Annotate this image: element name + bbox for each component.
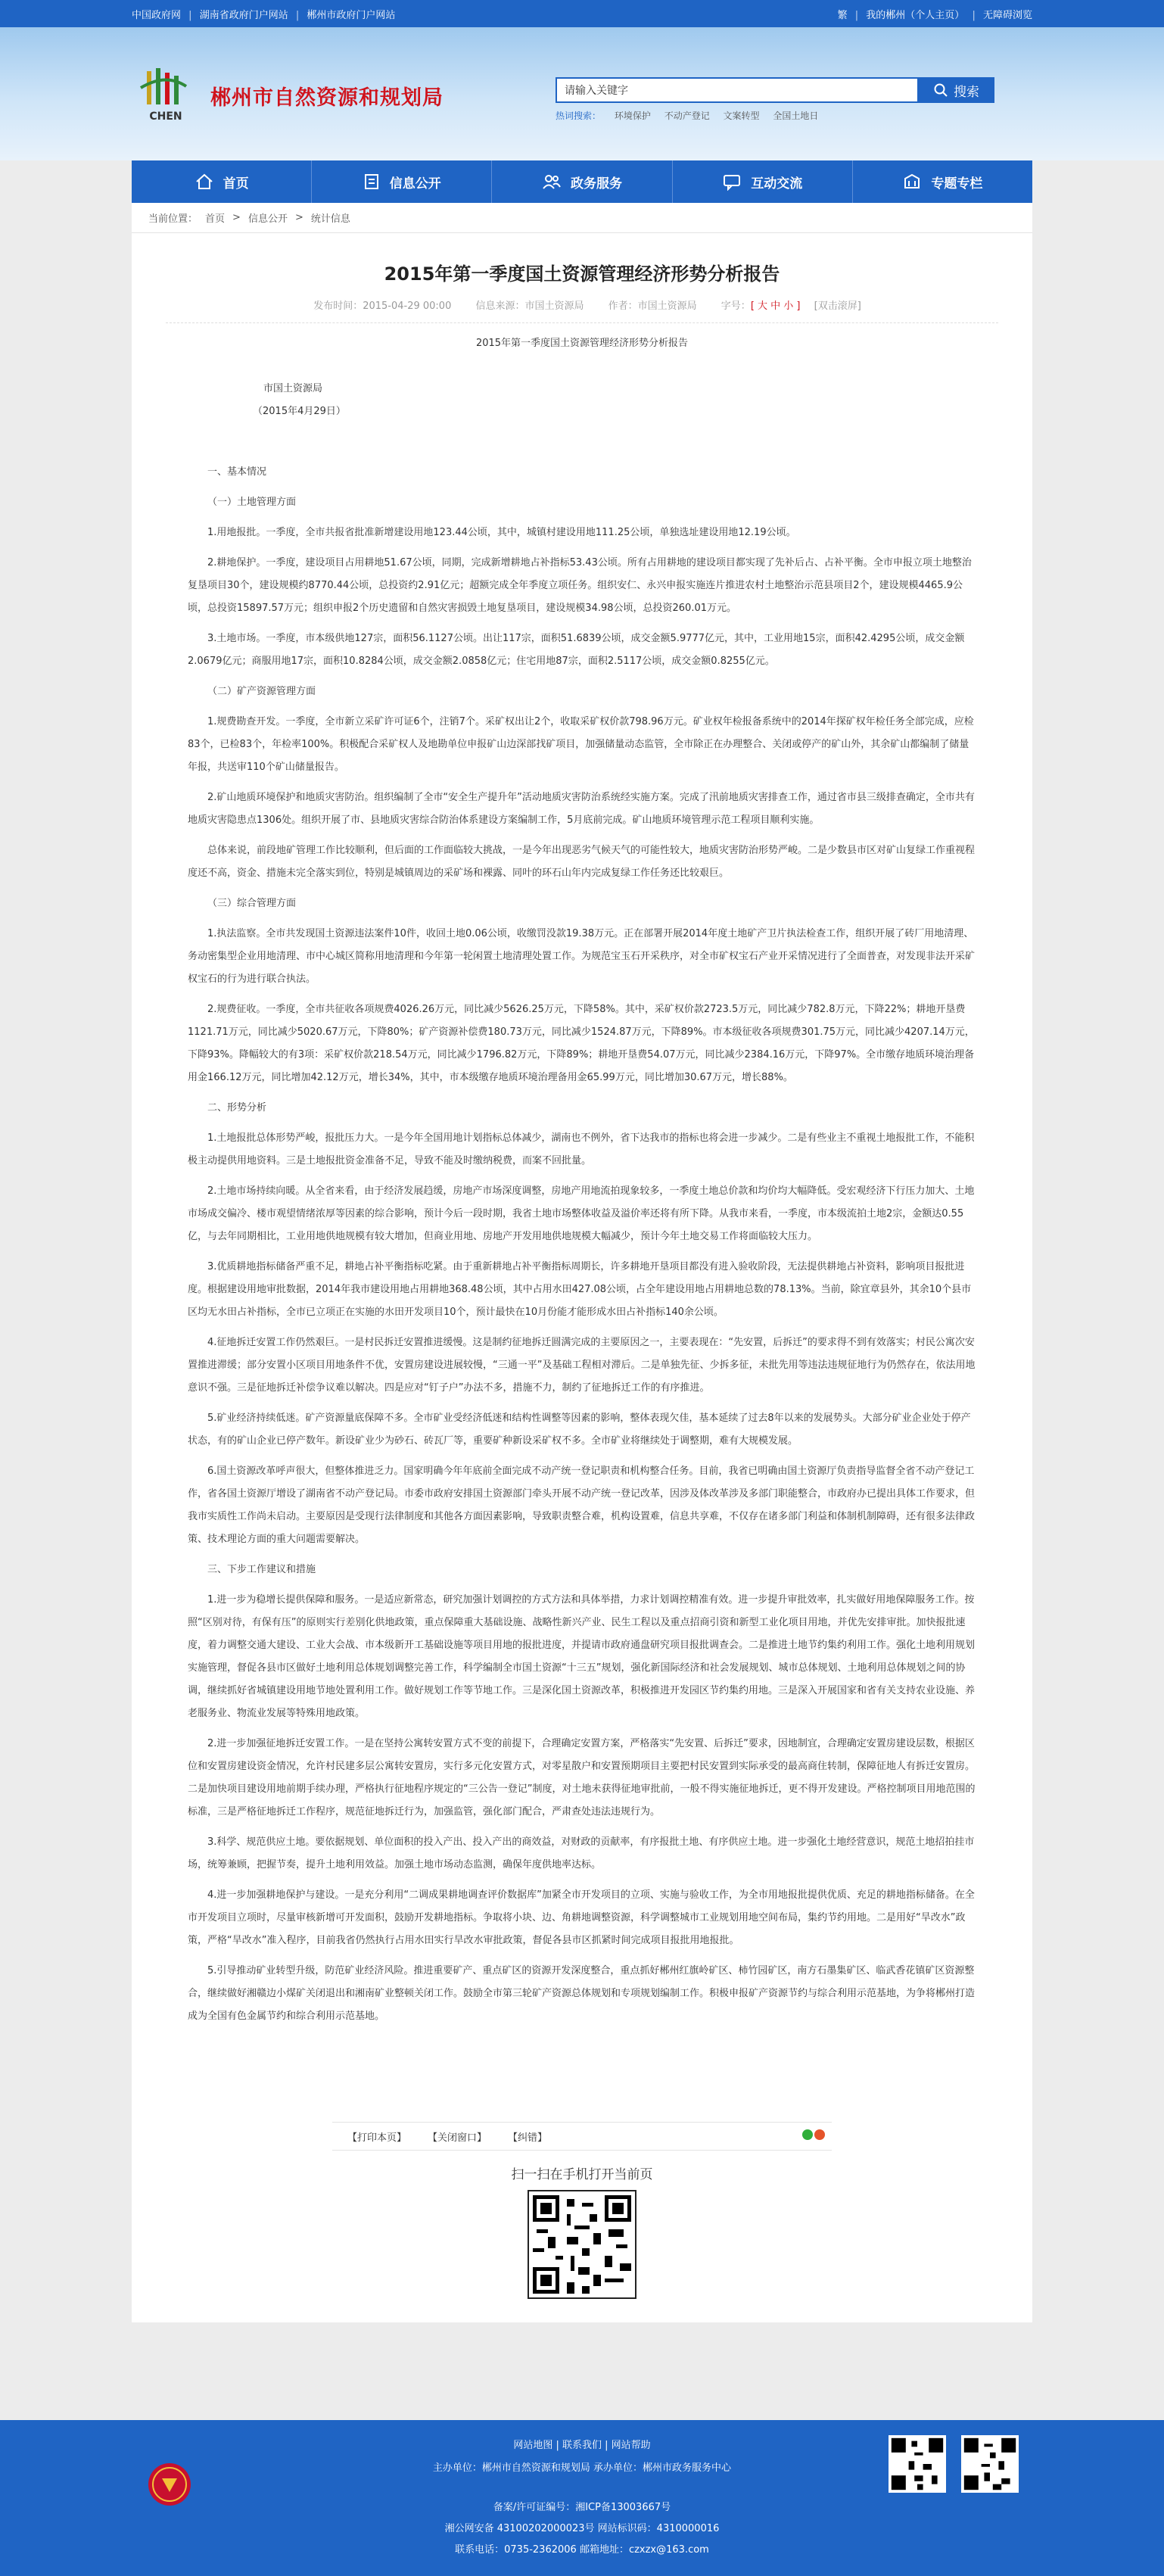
top-right-links [838, 7, 1032, 21]
article-paragraph: （一）土地管理方面 [207, 497, 297, 508]
svg-text:CHEN: CHEN [149, 111, 182, 123]
article-paragraph: 1.土地报批总体形势严峻，报批压力大。一是今年全国用地计划指标总体减少，湖南也不例外，省下达我市的指标也将会进一步减少。二是有些业主不重视土地报批工作，不能积极主动提供用地资料。三是土地报批资金准备不足，导致不能及时缴纳税费，而案不回批量。 [188, 1132, 975, 1167]
article-meta [166, 297, 998, 323]
breadcrumb-label: 当前位置： [148, 213, 198, 225]
article-paragraph: 3.优质耕地指标储备严重不足，耕地占补平衡指标吃紧。由于重新耕地占补平衡指标周期长，许多耕地开垦项目都没有进入验收阶段，无法提供耕地占补资料，影响项目报批进度。根据建设用地审批数据，2014年我市建设用地占用耕地368.48公顷，其中占用水田427.08公顷，占全年建设用地占用耕地总数的78.13%。当前，除宜章县外，其余10个县市区均无水田占补指标，全市已立项正在实施的水田开发项目10个，预计最快在10月份能才能形成水田占补指标140余公顷。 [188, 1261, 972, 1318]
search-bar [556, 77, 994, 103]
article-paragraph: 二、形势分析 [207, 1102, 267, 1114]
breadcrumb-info-public[interactable]: 信息公开 [247, 213, 288, 225]
logo-mark-icon [132, 65, 200, 126]
accessibility-link[interactable]: 无障碍浏览 [982, 9, 1032, 21]
double-click-scroll[interactable]: [双击滚屏] [814, 301, 861, 312]
hot-word[interactable]: 文案转型 [723, 111, 760, 121]
link-chenzhou[interactable]: 郴州市政府门户网站 [307, 9, 396, 21]
font-size-label: 字号： [720, 301, 751, 312]
qr-code-icon [528, 2190, 636, 2299]
footer-qr-icon [889, 2435, 946, 2493]
article-paragraph: 1.执法监察。全市共发现国土资源违法案件10件，收回土地0.06公顷，收缴罚没款19.38万元。正在部署开展2014年度土地矿产卫片执法检查工作，组织开展了砖厂用地清理、务动密集型企业用地清理、市中心城区简称用地清理和今年第一轮闲置土地清理处置工作。为规范宝玉石开采秩序，对全市矿权宝石产业开采情况进行了全面普查，对发现非法开采矿权宝石的行为进行联合执法。 [188, 928, 976, 985]
divider: | [854, 9, 859, 21]
hot-word[interactable]: 不动产登记 [664, 111, 710, 121]
footer-qr-icon [961, 2435, 1019, 2493]
share-icon[interactable] [801, 2129, 827, 2144]
article-paragraph: 2.矿山地质环境保护和地质灾害防治。组织编制了全市“安全生产提升年”活动地质灾害防治系统经实施方案。完成了汛前地质灾害排查工作，通过省市县三级排查确定，全市共有地质灾害隐患点1306处。组织开展了市、县地质灾害综合防治体系建设方案编制工作，5月底前完成。矿山地质环境管理示范工程项目顺利实施。 [188, 792, 975, 826]
publish-date: 发布时间：2015-04-29 00:00 [313, 301, 452, 312]
article-paragraph: 总体来说，前段地矿管理工作比较顺利，但后面的工作面临较大挑战，一是今年出现恶劣气候天气的可能性较大，地质灾害防治形势严峻。二是少数县市区对矿山复绿工作重视程度还不高，资金、措施未完全落实到位，特别是城镇周边的采矿场和裸露、同叶的环石山年内完成复绿工作任务还比较艰巨。 [188, 845, 976, 879]
font-size-switch [721, 301, 801, 312]
article-paragraph: 4.进一步加强耕地保护与建设。一是充分利用“二调成果耕地调查评价数据库”加紧全市开发项目的立项、实施与验收工作，为全市用地报批提供优质、充足的耕地指标储备。在全市开发项目立项时，尽量审核新增可开发面积，鼓励开发耕地指标。争取将小块、边、角耕地调整资源，科学调整城市工业规划用地空间布局，集约节约用地。二是用好“旱改水”政策，严格“旱改水”准入程序，目前我省仍然执行占用水田实行旱改水审批政策，督促各县市区抓紧时间完成项目报批用地报批。 [188, 1889, 975, 1946]
article-paragraph: （二）矿产资源管理方面 [207, 686, 316, 697]
article-paragraph: 1.规费勘查开发。一季度，全市新立采矿许可证6个，注销7个。采矿权出让2个，收取采矿权价款798.96万元。矿业权年检报备系统中的2014年探矿权年检任务全部完成，应检83个，已检83个，年检率100%。积极配合采矿权人及地勘单位申报矿山边深部找矿项目，加强储量动态监管，全市除正在办理整合、关闭或停产的矿山外，其余矿山都编制了储量年报，共送审110个矿山储量报告。 [188, 716, 974, 773]
article-paragraph: 2.土地市场持续向暖。从全省来看，由于经济发展趋缓，房地产市场深度调整，房地产用地流拍现象较多，一季度土地总价款和均价均大幅降低。受宏观经济下行压力加大、土地市场成交偏冷、楼市观望情绪浓厚等因素的综合影响，预计今后一段时期，我省土地市场整体收益及溢价率还将有所下降。从我市来看，一季度，市本级流拍土地2宗，金额达0.55亿，与去年同期相比，工业用地供地规模有较大增加，但商业用地、房地产开发用地供地规模大幅减少，预计今年土地交易工作将面临较大压力。 [188, 1185, 975, 1242]
article-paragraph: 2.耕地保护。一季度，建设项目占用耕地51.67公顷，同期，完成新增耕地占补指标53.43公顷。所有占用耕地的建设项目都实现了先补后占、占补平衡。全市申报立项土地整治复垦项目30个，建设规模约8770.44公顷，总投资约2.91亿元；超额完成全年季度立项任务。组织安仁、永兴申报实施连片推进农村土地整治示范县项目2个，建设规模4465.9公顷，总投资15897.57万元；组织申报2个历史遗留和自然灾害损毁土地复垦项目，建设规模34.98公顷，总投资260.01万元。 [188, 557, 972, 614]
search-button-label: 搜索 [954, 84, 979, 100]
breadcrumb [132, 203, 1032, 233]
nav-interaction[interactable] [673, 160, 853, 203]
main-content [132, 203, 1032, 2322]
article-paragraphs [188, 461, 976, 2028]
article-paragraph: 5.矿业经济持续低迷。矿产资源量底保障不多。全市矿业受经济低迷和结构性调整等因素的影响，整体表现欠佳，基本延续了过去8年以来的发展势头。大部分矿业企业处于停产状态，有的矿山企业已停产数年。新设矿业少为砂石、砖瓦厂等，重要矿种新设采矿权不多。全市矿业将继续处于调整期，难有大规模发展。 [188, 1413, 971, 1447]
article-subtitle: 2015年第一季度国土资源管理经济形势分析报告 [475, 338, 689, 349]
site-logo[interactable] [132, 65, 444, 126]
article-paragraph: 三、下步工作建议和措施 [207, 1564, 316, 1575]
font-size-options[interactable]: [ 大 中 小 ] [750, 301, 801, 312]
article-org: 市国土资源局 [263, 383, 323, 394]
footer-links[interactable]: 网站地图 | 联系我们 | 网站帮助 [513, 2440, 651, 2451]
search-icon [934, 83, 948, 97]
article-paragraph: 5.引导推动矿业转型升级，防范矿业经济风险。推进重要矿产、重点矿区的资源开发深度整合，重点抓好郴州红旗岭矿区、柿竹园矿区，南方石墨集矿区、临武香花镇矿区资源整合，继续做好湘赣边小煤矿关闭退出和湘南矿业整顿关闭工作。鼓励全市第三轮矿产资源总体规划和专项规划编制工作。积极申报矿产资源节约与综合利用示范基地，为争将郴州打造成为全国有色金属节约和综合利用示范基地。 [188, 1965, 976, 2022]
nav-label: 专题专栏 [931, 176, 983, 192]
article-paragraph: 3.土地市场。一季度，市本级供地127宗，面积56.1127公顷。出让117宗，面积51.6839公顷，成交金额5.9777亿元，其中，工业用地15宗，面积42.4295公顷，成交金额2.0679亿元；商服用地17宗，面积10.8284公顷，成交金额2.0858亿元；住宅用地87宗，面积2.5117公顷，成交金额0.8255亿元。 [188, 633, 965, 667]
footer-host: 主办单位：郴州市自然资源和规划局 承办单位：郴州市政务服务中心 [432, 2462, 732, 2474]
article-paragraph: 2.进一步加强征地拆迁安置工作。一是在坚持公寓转安置方式不变的前提下，合理确定安置方案，严格落实“先安置、后拆迁”要求，因地制宜，合理确定安置房建设层数，根据区位和安置房建设资金情况，允许村民建多层公寓转安置房，实行多元化安置方式，对零星散户和安置预期项目主要把村民安置到实际承受的最高商住转制，保障征地人有拆迁安置房。二是加快项目建设用地前期手续办理，严格执行征地程序规定的“三公告一登记”制度，对土地未获得征地审批前，一般不得实施征地拆迁，更不得开发建设。严格控制项目用地范围的标准，三是严格征地拆迁工作程序，规范征地拆迁行为，加强监管，强化部门配合，严肃查处违法违规行为。 [188, 1738, 976, 1818]
error-report-link[interactable]: 【纠错】 [508, 2132, 548, 2144]
article-paragraph: 一、基本情况 [207, 466, 267, 478]
scan-text: 扫一扫在手机打开当前页 [511, 2167, 653, 2182]
footer-contact: 联系电话：0735-2362006 邮箱地址：czxzx@163.com [455, 2544, 709, 2556]
breadcrumb-separator: > [232, 212, 241, 223]
nav-info-public[interactable] [312, 160, 492, 203]
divider: | [295, 9, 300, 21]
breadcrumb-statistics[interactable]: 统计信息 [310, 213, 350, 225]
people-icon [542, 173, 562, 191]
nav-special-column[interactable] [853, 160, 1032, 203]
article-paragraph: 3.科学、规范供应土地。要依据规划、单位面积的投入产出、投入产出的商效益，对财政的贡献率，有序报批土地、有序供应土地。进一步强化土地经营意识，规范土地招拍挂市场，统筹兼顾，把握节奏，提升土地利用效益。加强土地市场动态监测，确保年度供地率达标。 [188, 1836, 975, 1870]
main-nav [132, 160, 1032, 203]
search-button[interactable] [919, 77, 994, 103]
hot-words-label: 热词搜索： [556, 111, 602, 121]
nav-home[interactable] [132, 160, 312, 203]
traditional-chinese-link[interactable]: 繁 [837, 9, 848, 21]
article-paragraph: 1.用地报批。一季度，全市共报省批准新增建设用地123.44公顷，其中，城镇村建设用地111.25公顷，单独选址建设用地12.19公顷。 [207, 527, 796, 538]
article-paragraph: （三）综合管理方面 [207, 898, 297, 909]
nav-label: 政务服务 [571, 176, 622, 192]
article-title: 2015年第一季度国土资源管理经济形势分析报告 [384, 263, 780, 285]
my-chenzhou-link[interactable]: 我的郴州（个人主页） [866, 9, 965, 21]
article-paragraph: 6.国土资源改革呼声很大，但整体推进乏力。国家明确今年年底前全面完成不动产统一登记职责和机构整合任务。目前，我省已明确由国土资源厅负责指导监督全省不动产登记工作，省各国土资源厅增设了湖南省不动产登记局。市委市政府安排国土资源部门牵头开展不动产统一登记改革，因涉及体改革涉及多部门职能整合，市政府办已提出具体工作要求，但我市实质性工作尚未启动。主要原因是受现行法律制度和其他各方面因素影响，导致职责整合难，机构设置难，信息共享难，不仅存在诸多部门利益和体制机制障碍，还有很多法律政策、技术理论方面的重大问题需要解决。 [188, 1466, 976, 1545]
hot-word[interactable]: 全国土地日 [773, 111, 819, 121]
hot-words [556, 109, 818, 122]
divider: | [188, 9, 192, 21]
home-icon [195, 173, 214, 191]
nav-label: 首页 [223, 176, 249, 192]
link-hunan[interactable]: 湖南省政府门户网站 [199, 9, 288, 21]
search-input[interactable] [556, 77, 919, 103]
divider: | [972, 9, 976, 21]
hot-word[interactable]: 环境保护 [614, 111, 651, 121]
site-title: 郴州市自然资源和规划局 [210, 86, 444, 110]
article-paragraph: 1.进一步为稳增长提供保障和服务。一是适应新常态，研究加强计划调控的方式方法和具体举措，力求计划调控精准有效。进一步提升审批效率，扎实做好用地保障服务工作。按照“区别对待，有保有压”的原则实行差别化供地政策，重点保障重大基础设施、战略性新兴产业、民生工程以及重点招商引资和新型工业化项目用地，并优先安排审批。加快报批速度，着力调整交通大建设、工业大会战、市本级新开工基础设施等项目用地的报批进度，并提请市政府通盘研究项目报批调查会。二是推进土地节约集约利用工作。强化土地利用规划实施管理，督促各县市区做好土地利用总体规划调整完善工作，科学编制全市国土资源“十三五”规划，强化新国际经济和社会发展规划、城市总体规划、土地利用总体规划之间的协调，继续抓好省城镇建设用地节地处置利用工作。做好规划工作等节地工作。三是深化国土资源改革，积极推进开发园区节约集约用地。三是深入开展国家和省有关支持农业设施、养老服务业、物流业发展等特殊用地政策。 [188, 1594, 976, 1719]
info-source: 信息来源：市国土资源局 [475, 301, 584, 312]
chat-icon [722, 173, 742, 191]
site-header [0, 27, 1164, 160]
print-link[interactable]: 【打印本页】 [347, 2132, 407, 2144]
footer-police[interactable]: 湘公网安备 43100202000023号 网站标识码：4310000016 [444, 2523, 720, 2534]
breadcrumb-home[interactable]: 首页 [205, 213, 226, 225]
page-tools [332, 2122, 832, 2151]
top-bar [0, 0, 1164, 27]
link-gov-cn[interactable]: 中国政府网 [132, 9, 182, 21]
column-icon [902, 173, 922, 191]
nav-label: 信息公开 [389, 176, 441, 192]
article-paragraph: 2.规费征收。一季度，全市共征收各项规费4026.26万元，同比减少5626.25万元，下降58%。其中，采矿权价款2723.5万元，同比减少782.8万元，下降22%；耕地开垦费1121.71万元，同比减少5020.67万元，下降80%；矿产资源补偿费180.73万元，同比减少1524.87万元，下降89%。市本级征收各项规费301.75万元，同比减少4207.14万元，下降93%。降幅较大的有3项：采矿权价款218.54万元，同比减少1796.82万元，下降89%；耕地开垦费54.07万元，同比减少2384.16万元，下降97%。全市缴存地质环境治理备用金166.12万元，同比增加42.12万元，增长34%，其中，市本级缴存地质环境治理备用金65.99万元，同比增加30.67万元，增长88%。 [188, 1004, 975, 1083]
article-date-line: （2015年4月29日） [253, 406, 346, 417]
close-window-link[interactable]: 【关闭窗口】 [428, 2132, 487, 2144]
footer-icp[interactable]: 备案/许可证编号：湘ICP备13003667号 [493, 2502, 671, 2513]
article-paragraph: 4.征地拆迁安置工作仍然艰巨。一是村民拆迁安置推进缓慢。这是制约征地拆迁圆满完成的主要原因之一，主要表现在：“先安置，后拆迁”的要求得不到有效落实；村民公寓次安置推进滞缓；部分安置小区项目用地条件不优，安置房建设进展较慢，“三通一平”及基础工程相对滞后。二是单独先征、少拆多征，未批先用等违法违规征地行为仍然存在，依法用地意识不强。三是征地拆迁补偿争议难以解决。四是应对“钉子户”办法不多，措施不力，制约了征地拆迁工作的有序推进。 [188, 1337, 976, 1394]
gov-links [132, 7, 395, 21]
article-body [132, 332, 1032, 2028]
site-footer [0, 2420, 1164, 2576]
nav-label: 互动交流 [751, 176, 803, 192]
breadcrumb-separator: > [294, 212, 303, 223]
author: 作者：市国土资源局 [608, 301, 697, 312]
nav-gov-service[interactable] [492, 160, 672, 203]
document-icon [363, 173, 381, 191]
